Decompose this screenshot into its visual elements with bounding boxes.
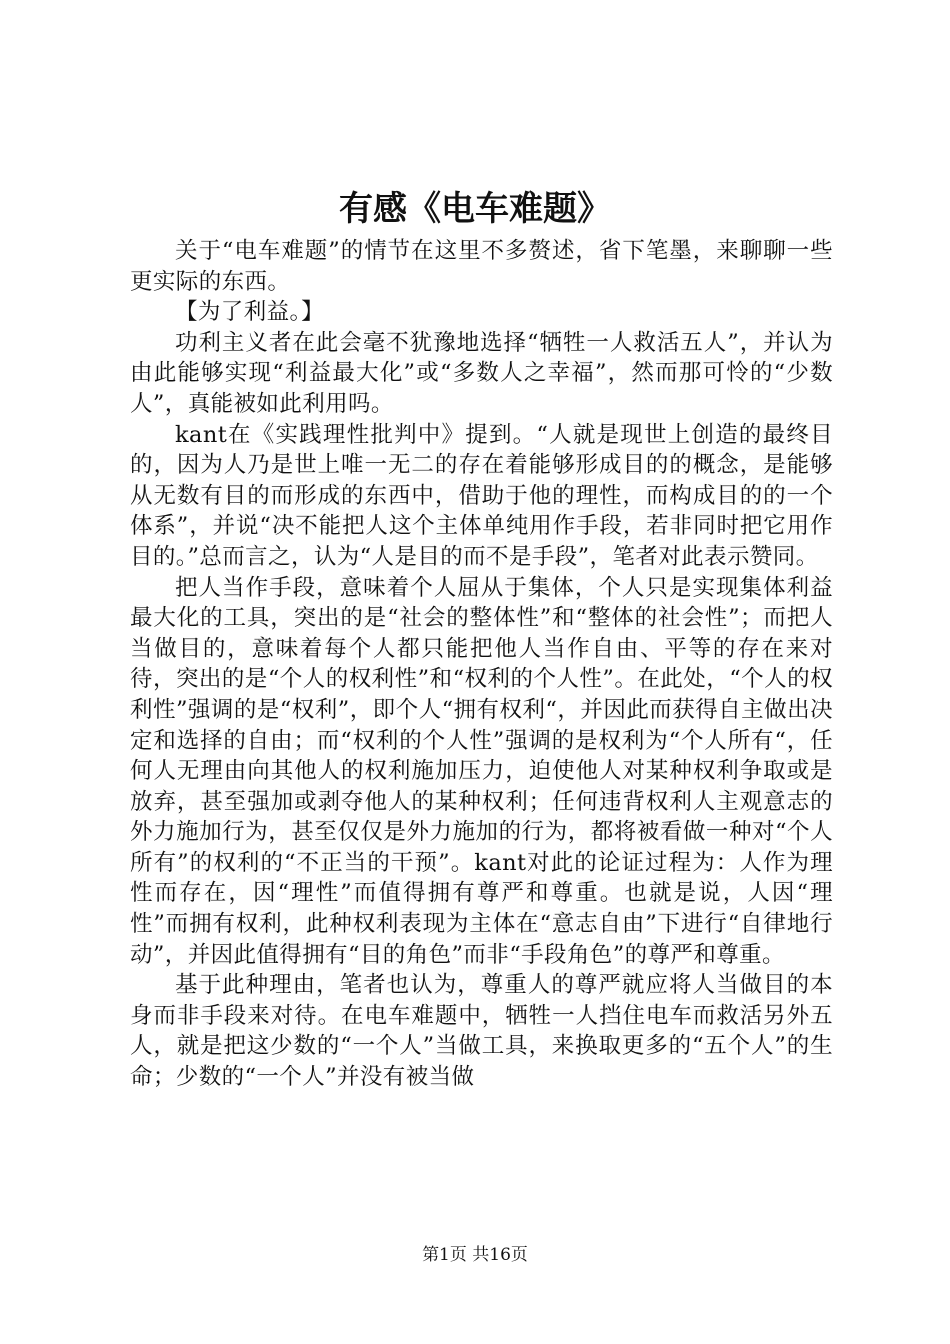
document-body xyxy=(130,236,833,1093)
paragraph-kant-quote: kant在《实践理性批判中》提到。“人就是现世上创造的最终目的，因为人乃是世上唯一无二的存在着能够形成目的的概念，是能够从无数有目的而形成的东西中，借助于他的理性，而构成目的的一个体系”，并说“决不能把人这个主体单纯用作手段，若非同时把它用作目的。”总而言之，认为“人是目的而不是手段”，笔者对此表示赞同。 xyxy=(130,421,833,570)
paragraph-section-heading: 【为了利益。】 xyxy=(175,299,325,326)
page-title: 有感《电车难题》 xyxy=(339,189,611,229)
paragraph-means-vs-ends: 把人当作手段，意味着个人屈从于集体，个人只是实现集体利益最大化的工具，突出的是“社会的整体性”和“整体的社会性”；而把人当做目的，意味着每个人都只能把他人当作自由、平等的存在来对待，突出的是“个人的权利性”和“权利的个人性”。在此处，“个人的权利性”强调的是“权利”，即个人“拥有权利“，并因此而获得自主做出决定和选择的自由；而“权利的个人性”强调的是权利为“个人所有“，任何人无理由向其他人的权利施加压力，迫使他人对某种权利争取或是放弃，甚至强加或剥夺他人的某种权利；任何违背权利人主观意志的外力施加行为，甚至仅仅是外力施加的行为，都将被看做一种对“个人所有”的权利的“不正当的干预”。kant对此的论证过程为：人作为理性而存在，因“理性”而值得拥有尊严和尊重。也就是说，人因“理性”而拥有权利，此种权利表现为主体在“意志自由”下进行“自律地行动”，并因此值得拥有“目的角色”而非“手段角色”的尊严和尊重。 xyxy=(130,574,833,968)
paragraph-utilitarian: 功利主义者在此会毫不犹豫地选择“牺牲一人救活五人”，并认为由此能够实现“利益最大化”或“多数人之幸福”，然而那可怜的“少数人”，真能被如此利用吗。 xyxy=(130,329,833,417)
page-footer: 第1页 共16页 xyxy=(422,1245,528,1265)
paragraph-intro: 关于“电车难题”的情节在这里不多赘述，省下笔墨，来聊聊一些更实际的东西。 xyxy=(130,238,833,295)
paragraph-conclusion: 基于此种理由，笔者也认为，尊重人的尊严就应将人当做目的本身而非手段来对待。在电车难题中，牺牲一人挡住电车而救活另外五人，就是把这少数的“一个人”当做工具，来换取更多的“五个人”的生命；少数的“一个人”并没有被当做 xyxy=(130,972,833,1091)
